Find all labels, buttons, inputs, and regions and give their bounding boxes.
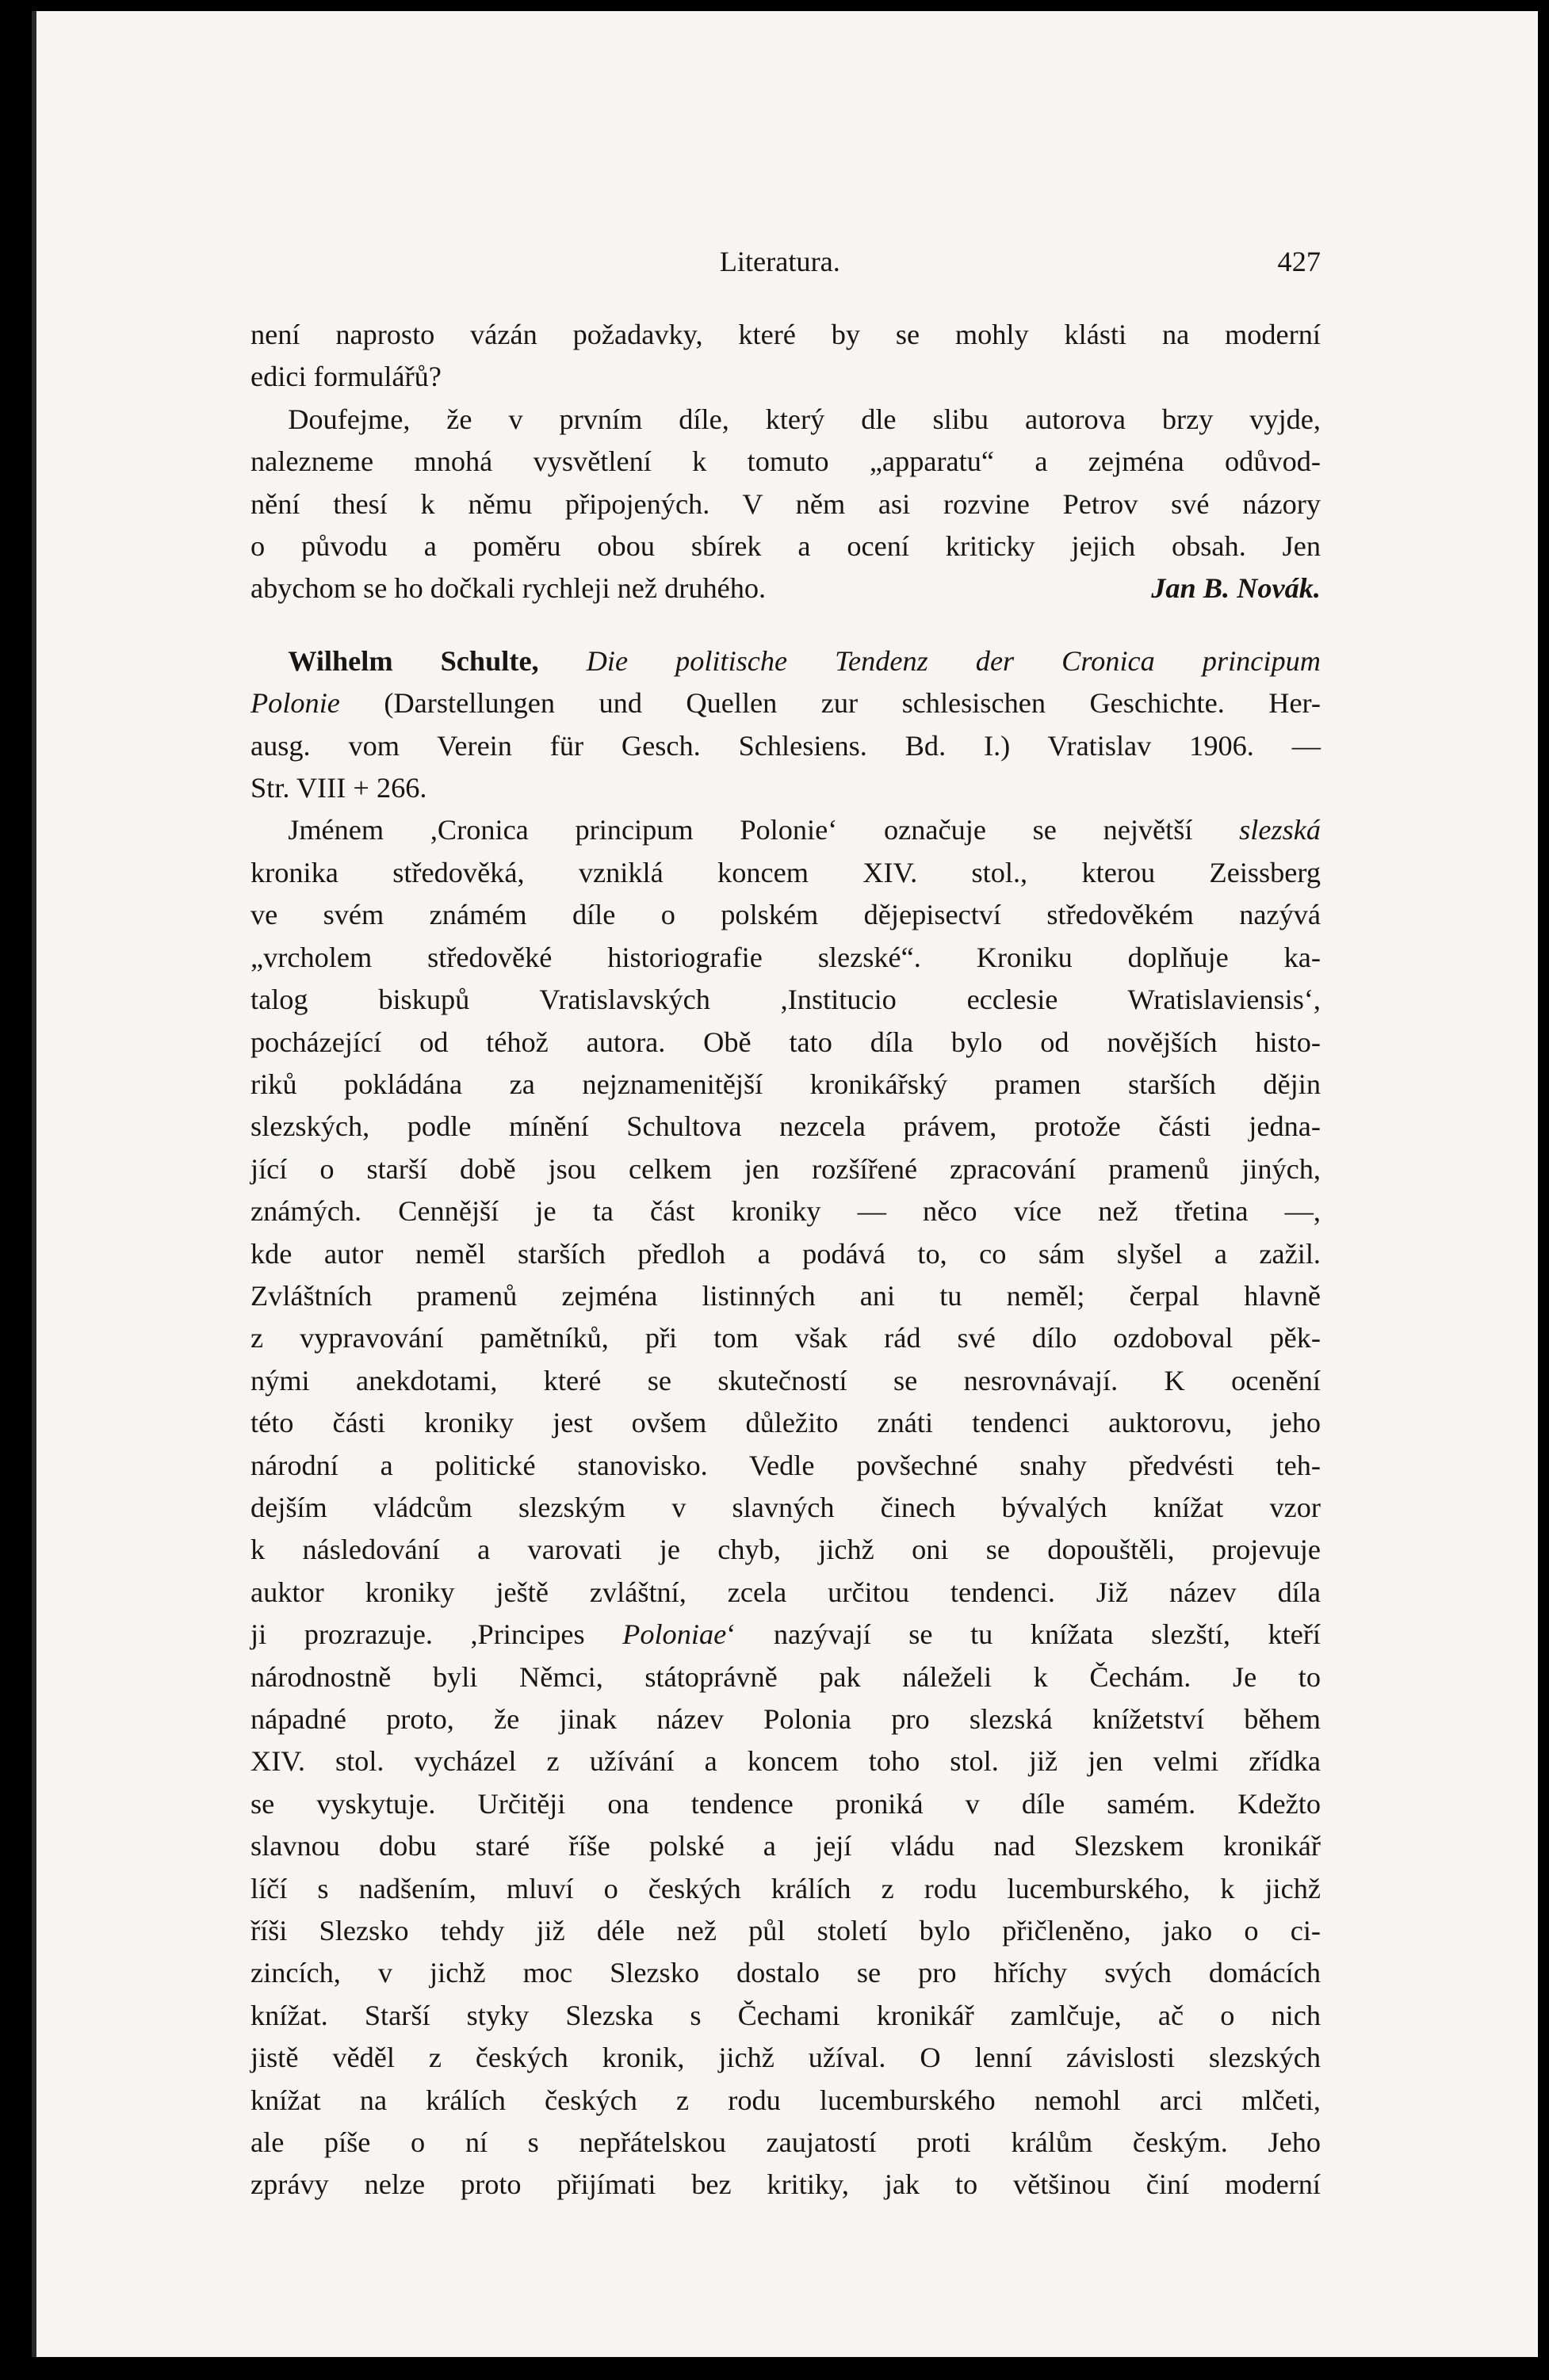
citation-line: ausg. vom Verein für Gesch. Schlesiens. Bd. I.) Vratislav 1906. — xyxy=(251,729,1321,762)
text-line: národnostně byli Němci, státoprávně pak náleželi k Čechám. Je to xyxy=(251,1660,1321,1693)
citation-line xyxy=(251,640,1321,682)
text-line: knížat. Starší styky Slezska s Čechami kronikář zamlčuje, ač o nich xyxy=(251,1999,1321,2031)
text-line: kde autor neměl starších předloh a podává to, co sám slyšel a zažil. xyxy=(251,1237,1321,1270)
review-author: Wilhelm Schulte, xyxy=(288,644,539,677)
text-line: známých. Cennější je ta část kroniky — něco více než třetina —, xyxy=(251,1195,1321,1228)
text-line: XIV. stol. vycházel z užívání a koncem toho stol. již jen velmi zřídka xyxy=(251,1745,1321,1778)
text-line: zincích, v jichž moc Slezsko dostalo se pro hříchy svých domácích xyxy=(251,1957,1321,1989)
text-line: jící o starší době jsou celkem jen rozšířené zpracování pramenů jiných, xyxy=(251,1152,1321,1185)
closing-line xyxy=(251,567,1321,609)
text-line: líčí s nadšením, mluví o českých králích z rodu lucemburského, k jichž xyxy=(251,1872,1321,1904)
page-number: 427 xyxy=(1277,246,1321,277)
citation-line xyxy=(251,682,1321,724)
text-line: o původu a poměru obou sbírek a ocení kriticky jejich obsah. Jen xyxy=(251,530,1321,563)
body-italic: Poloniae xyxy=(622,1618,727,1651)
review-title: Die politische Tendenz der Cronica principum xyxy=(586,644,1321,677)
text-line: slezských, podle mínění Schultova nezcela právem, protože části jedna- xyxy=(251,1110,1321,1143)
text-line: dejším vládcům slezským v slavných činech bývalých knížat vzor xyxy=(251,1491,1321,1523)
text-line: této části kroniky jest ovšem důležito znáti tendenci auktorovu, jeho xyxy=(251,1407,1321,1439)
body-text: ji prozrazuje. ,Principes xyxy=(251,1618,585,1651)
header-title: Literatura. xyxy=(719,246,840,277)
text-line xyxy=(251,1614,1321,1656)
text-line: ale píše o ní s nepřátelskou zaujatostí proti králům českým. Jeho xyxy=(251,2126,1321,2159)
text-line: knížat na králích českých z rodu lucemburského nemohl arci mlčeti, xyxy=(251,2084,1321,2116)
text-line: Doufejme, že v prvním díle, který dle slibu autorova brzy vyjde, xyxy=(288,403,1321,435)
text-line: ve svém známém díle o polském dějepisectví středověkém nazývá xyxy=(251,899,1321,931)
closing-text: abychom se ho dočkali rychleji než druhého. xyxy=(251,572,767,605)
text-line: nění thesí k němu připojených. V něm asi rozvine Petrov své názory xyxy=(251,487,1321,520)
text-line: kronika středověká, vzniklá koncem XIV. stol., kterou Zeissberg xyxy=(251,856,1321,888)
citation-line: Str. VIII + 266. xyxy=(251,772,427,804)
body-italic: slezská xyxy=(1239,814,1321,846)
reviewer-signature: Jan B. Novák. xyxy=(1151,572,1321,605)
review-1 xyxy=(251,314,1321,610)
text-line: zprávy nelze proto přijímati bez kritiky, jak to většinou činí moderní xyxy=(251,2168,1321,2201)
review-2 xyxy=(251,640,1321,2206)
book-page xyxy=(32,11,1538,2357)
text-line xyxy=(251,809,1321,851)
text-line: jistě věděl z českých kronik, jichž užíval. O lenní závislosti slezských xyxy=(251,2042,1321,2074)
text-line: národní a politické stanovisko. Vedle povšechné snahy předvésti teh- xyxy=(251,1449,1321,1481)
text-line: talog biskupů Vratislavských ,Institucio ecclesie Wratislaviensis‘, xyxy=(251,984,1321,1016)
text-line: nalezneme mnohá vysvětlení k tomuto „apparatu“ a zejména odůvod- xyxy=(251,445,1321,478)
text-line: k následování a varovati je chyb, jichž oni se dopouštěli, projevuje xyxy=(251,1534,1321,1566)
text-line: pocházející od téhož autora. Obě tato díla bylo od novějších histo- xyxy=(251,1026,1321,1058)
review-title-cont: Polonie xyxy=(251,687,340,720)
text-line: z vypravování pamětníků, při tom však rád své dílo ozdoboval pěk- xyxy=(251,1322,1321,1354)
text-line: není naprosto vázán požadavky, které by se mohly klásti na moderní xyxy=(251,319,1321,350)
body-text: Jménem ,Cronica principum Polonie‘ označuje se největší xyxy=(288,814,1193,846)
body-text: ‘ nazývají se tu knížata slezští, kteří xyxy=(726,1618,1321,1651)
text-line: se vyskytuje. Určitěji ona tendence proniká v díle samém. Kdežto xyxy=(251,1787,1321,1820)
text-line: nápadné proto, že jinak název Polonia pro slezská knížetství během xyxy=(251,1703,1321,1735)
text-line: říši Slezsko tehdy již déle než půl století bylo přičleněno, jako o ci- xyxy=(251,1915,1321,1947)
text-line: nými anekdotami, které se skutečností se nesrovnávají. K ocenění xyxy=(251,1364,1321,1396)
text-line: auktor kroniky ještě zvláštní, zcela určitou tendenci. Již název díla xyxy=(251,1576,1321,1608)
running-header xyxy=(251,241,1321,314)
text-line: Zvláštních pramenů zejména listinných ani tu neměl; čerpal hlavně xyxy=(251,1279,1321,1312)
text-line: slavnou dobu staré říše polské a její vládu nad Slezskem kronikář xyxy=(251,1830,1321,1862)
section-gap xyxy=(251,610,1321,640)
text-line: edici formulářů? xyxy=(251,361,442,393)
text-line: riků pokládána za nejznamenitější kronikářský pramen starších dějin xyxy=(251,1068,1321,1100)
citation-text: (Darstellungen und Quellen zur schlesischen Geschichte. Her- xyxy=(384,687,1321,720)
text-line: „vrcholem středověké historiografie slezské“. Kroniku doplňuje ka- xyxy=(251,941,1321,973)
text-block xyxy=(251,241,1321,2206)
